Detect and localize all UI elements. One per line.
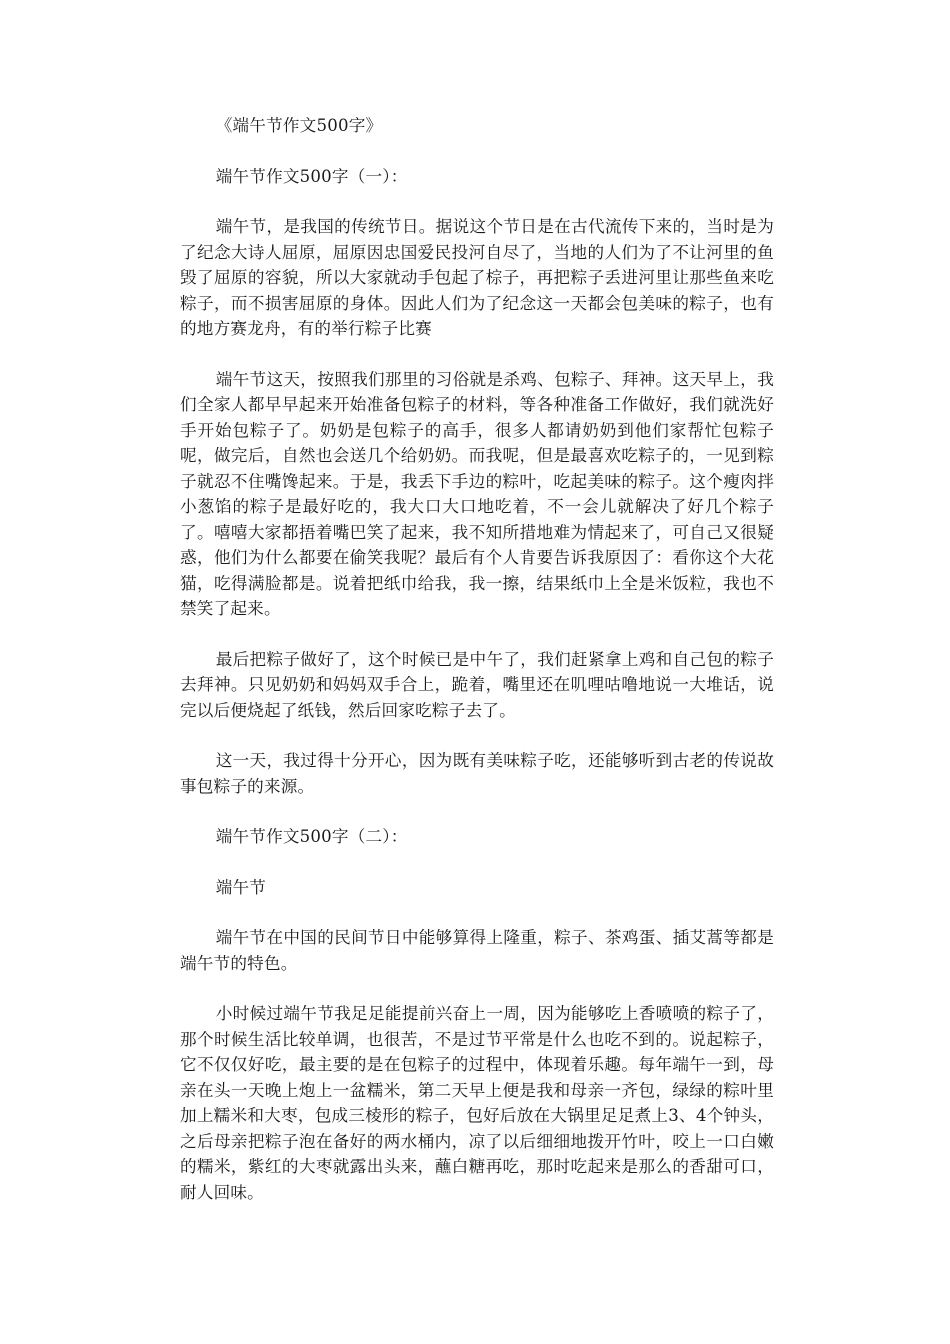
section-2-heading: 端午节作文500字（二）：	[215, 827, 408, 846]
section-1-paragraph-1: 端午节，是我国的传统节日。据说这个节日是在古代流传下来的，当时是为了纪念大诗人屈原，屈原因忠国爱民投河自尽了，当地的人们为了不让河里的鱼毁了屈原的容貌，所以大家就动手包起了棕子，再把粽子丢进河里让那些鱼来吃粽子，而不损害屈原的身体。因此人们为了纪念这一天都会包美味的粽子，也有的地方赛龙舟，有的举行粽子比赛	[180, 217, 774, 338]
section-1-heading: 端午节作文500字（一）：	[215, 166, 408, 186]
document-title: 《端午节作文500字》	[215, 116, 383, 135]
document-body	[180, 113, 774, 1230]
section-2-paragraph-2: 小时候过端午节我足足能提前兴奋上一周，因为能够吃上香喷喷的粽子了，那个时候生活比较单调，也很苦，不是过节平常是什么也吃不到的。说起粽子，它不仅仅好吃，最主要的是在包粽子的过程中，体现着乐趣。每年端午一到，母亲在头一天晚上炮上一盆糯米，第二天早上便是我和母亲一齐包，绿绿的粽叶里加上糯米和大枣，包成三棱形的粽子，包好后放在大锅里足足煮上3、4个钟头，之后母亲把粽子泡在备好的两水桶内，凉了以后细细地拨开竹叶，咬上一口白嫩的糯米，紫红的大枣就露出头来，蘸白糖再吃，那时吃起来是那么的香甜可口，耐人回味。	[180, 1004, 774, 1202]
section-1-paragraph-2: 端午节这天，按照我们那里的习俗就是杀鸡、包粽子、拜神。这天早上，我们全家人都早早起来开始准备包粽子的材料，等各种准备工作做好，我们就洗好手开始包粽子了。奶奶是包粽子的高手，很多人都请奶奶到他们家帮忙包粽子呢，做完后，自然也会送几个给奶奶。而我呢，但是最喜欢吃粽子的，一见到粽子就忍不住嘴馋起来。于是，我丢下手边的粽叶，吃起美味的粽子。这个瘦肉拌小葱馅的粽子是最好吃的，我大口大口地吃着，不一会儿就解决了好几个粽子了。嘻嘻大家都捂着嘴巴笑了起来，我不知所措地难为情起来了，可自己又很疑惑，他们为什么都要在偷笑我呢？最后有个人肯要告诉我原因了：看你这个大花猫，吃得满脸都是。说着把纸巾给我，我一擦，结果纸巾上全是米饭粒，我也不禁笑了起来。	[180, 369, 774, 618]
section-2-subtitle: 端午节	[215, 877, 267, 897]
section-1-paragraph-4: 这一天，我过得十分开心，因为既有美味粽子吃，还能够听到古老的传说故事包粽子的来源。	[180, 751, 774, 796]
section-1-paragraph-3: 最后把粽子做好了，这个时候已是中午了，我们赶紧拿上鸡和自己包的粽子去拜神。只见奶奶和妈妈双手合上，跪着，嘴里还在叽哩咕噜地说一大堆话，说完以后便烧起了纸钱，然后回家吃粽子去了。	[180, 649, 774, 720]
section-2-paragraph-1: 端午节在中国的民间节日中能够算得上隆重，粽子、茶鸡蛋、插艾蒿等都是端午节的特色。	[180, 928, 774, 973]
